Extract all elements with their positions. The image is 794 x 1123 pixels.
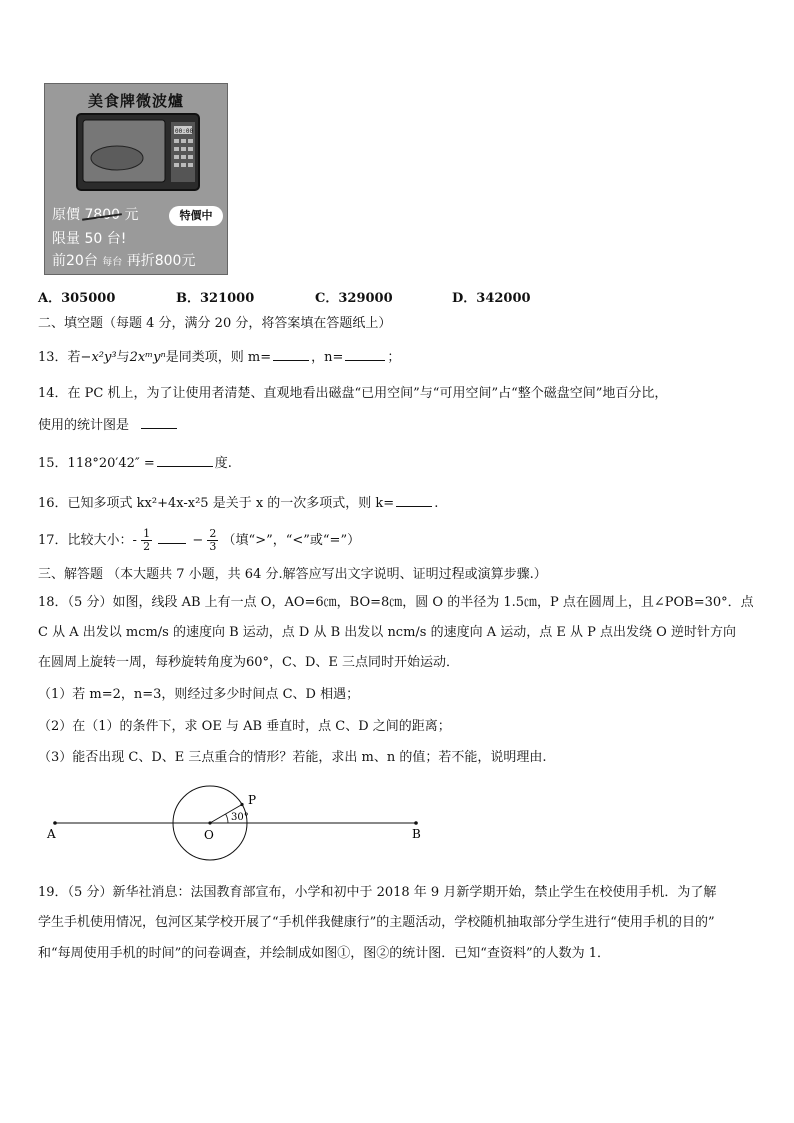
- label-p: P: [248, 793, 257, 807]
- blank-15[interactable]: [157, 452, 213, 467]
- question-13: 13．若−x²y³与2xᵐyⁿ是同类项，则 m= ，n= ；: [38, 346, 400, 367]
- blank-16[interactable]: [396, 492, 432, 507]
- question-18-line2: C 从 A 出发以 mcm/s 的速度向 B 运动，点 D 从 B 出发以 ncm/s 的速度向 A 运动，点 E 从 P 点出发绕 O 逆时针方向: [38, 625, 736, 640]
- oven-display: 00:00: [175, 128, 194, 135]
- ad-limit: 限量 50 台!: [52, 231, 127, 247]
- option-b: B．321000: [176, 291, 255, 306]
- blank-n[interactable]: [345, 346, 385, 361]
- question-18-line1: 18．（5 分）如图，线段 AB 上有一点 O，AO=6㎝，BO=8㎝，圆 O 的半径为 1.5㎝，P 点在圆周上，且∠POB=30°．点: [38, 595, 754, 610]
- ad-discount: 前20台 每台 再折800元: [52, 253, 196, 269]
- blank-17[interactable]: [158, 529, 186, 544]
- label-a: A: [47, 827, 56, 841]
- question-18-line3: 在圆周上旋转一周，每秒旋转角度为60°，C、D、E 三点同时开始运动．: [38, 655, 460, 670]
- point-a: [53, 821, 57, 825]
- question-19-line2: 学生手机使用情况，包河区某学校开展了“手机伴我健康行”的主题活动，学校随机抽取部分学生进行“使用手机的目的”: [38, 915, 715, 930]
- section-2-heading: 二、填空题（每题 4 分，满分 20 分，将答案填在答题纸上）: [38, 316, 392, 331]
- option-c: C．329000: [315, 291, 393, 306]
- fraction-one-half: $\frac{1}{2}$: [143, 527, 151, 553]
- blank-14[interactable]: [141, 414, 177, 429]
- question-18-part1: （1）若 m=2，n=3，则经过多少时间点 C、D 相遇；: [38, 687, 360, 702]
- geometry-figure: [40, 782, 440, 864]
- microwave-icon: [75, 112, 205, 194]
- fraction-two-thirds: $\frac{2}{3}$: [209, 527, 217, 553]
- option-a: A．305000: [38, 291, 116, 306]
- microwave-ad: [44, 83, 228, 275]
- question-15: 15．118°20′42″ = 度.: [38, 452, 232, 473]
- point-b: [414, 821, 418, 825]
- special-badge: 特價中: [169, 206, 223, 226]
- ad-title: 美食牌微波爐: [87, 92, 184, 110]
- question-18-part2: （2）在（1）的条件下，求 OE 与 AB 垂直时，点 C、D 之间的距离；: [38, 719, 451, 734]
- option-d: D．342000: [452, 291, 531, 306]
- question-14-line1: 14．在 PC 机上，为了让使用者清楚、直观地看出磁盘“已用空间”与“可用空间”占“整个磁盘空间”地百分比，: [38, 386, 668, 401]
- section-3-heading: 三、解答题 （本大题共 7 小题，共 64 分.解答应写出文字说明、证明过程或演算步骤.）: [38, 567, 547, 582]
- question-17: 17．比较大小：- $\frac{1}{2}$ − $\frac{2}{3}$ （填“>”，“<”或“=”）: [38, 527, 361, 553]
- label-b: B: [412, 827, 421, 841]
- point-p: [240, 803, 243, 806]
- angle-label: 30°: [231, 812, 249, 823]
- question-14-line2: 使用的统计图是: [38, 414, 179, 435]
- blank-m[interactable]: [273, 346, 309, 361]
- ad-original-price: 原價 7800 元: [52, 207, 139, 223]
- angle-arc: [226, 814, 228, 823]
- question-19-line3: 和“每周使用手机的时间”的问卷调查，并绘制成如图①，图②的统计图．已知“查资料”的人数为 1．: [38, 946, 610, 961]
- question-19-line1: 19．（5 分）新华社消息：法国教育部宣布，小学和初中于 2018 年 9 月新学期开始，禁止学生在校使用手机．为了解: [38, 885, 717, 900]
- question-16: 16．已知多项式 kx²+4x-x²5 是关于 x 的一次多项式，则 k= .: [38, 492, 438, 513]
- question-18-part3: （3）能否出现 C、D、E 三点重合的情形？若能，求出 m、n 的值；若不能，说明理由.: [38, 750, 547, 765]
- label-o: O: [204, 828, 214, 842]
